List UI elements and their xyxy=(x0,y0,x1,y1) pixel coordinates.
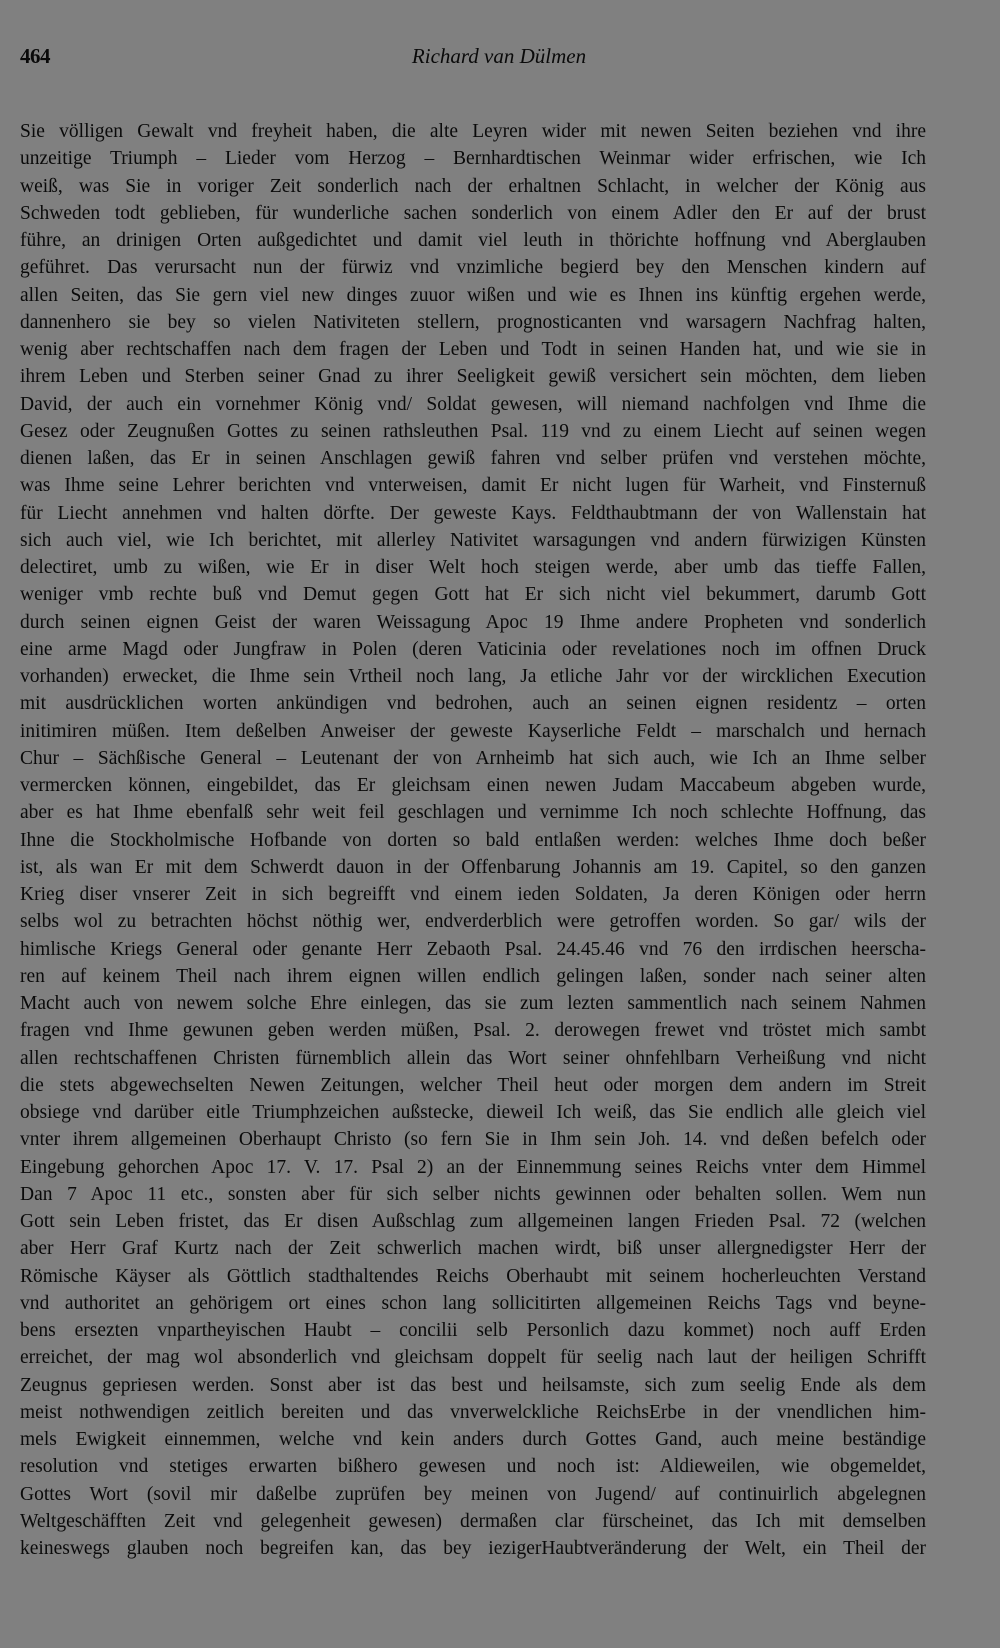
text-line: Dan 7 Apoc 11 etc., sonsten aber für sich selber nichts gewinnen oder behalten sollen. Wem nun xyxy=(20,1183,926,1205)
text-line: Sie völligen Gewalt vnd freyheit haben, die alte Leyren wider mit newen Seiten beziehen vnd ihre xyxy=(20,121,926,142)
text-line: führe, an drinigen Orten außgedichtet und damit viel leuth in thörichte hoffnung vnd Aberglauben xyxy=(20,230,926,251)
text-line: Eingebung gehorchen Apoc 17. V. 17. Psal 2) an der Einnemmung seines Reichs vnter dem Himmel xyxy=(20,1156,926,1178)
text-line: allen Seiten, das Sie gern viel new dinges zuuor wißen und wie es Ihnen ins künftig ergehen werde, xyxy=(20,284,926,306)
text-line: eine arme Magd oder Jungfraw in Polen (deren Vaticinia oder revelationes noch im offnen Druck xyxy=(20,638,926,660)
text-line: meist nothwendigen zeitlich bereiten und das vnverwelckliche ReichsErbe in der vnendlichen him- xyxy=(20,1401,926,1423)
text-line: Macht auch von newem solche Ehre einlegen, das sie zum lezten sammentlich nach seinem Nahmen xyxy=(20,993,926,1014)
text-line: ihrem Leben und Sterben seiner Gnad zu ihrer Seeligkeit gewiß versichert sein möchten, dem lieben xyxy=(20,366,926,388)
text-line: ist, als wan Er mit dem Schwerdt dauon in der Offenbarung Johannis am 19. Capitel, so den ganzen xyxy=(20,856,926,878)
text-line: dannenhero sie bey so vielen Nativiteten stellern, prognosticanten vnd warsagern Nachfrag halten, xyxy=(20,311,926,333)
text-line: vnter ihrem allgemeinen Oberhaupt Christo (so fern Sie in Ihm sein Joh. 14. vnd deßen befelch oder xyxy=(20,1129,926,1151)
text-line: Chur – Sächßische General – Leutenant der von Arnheimb hat sich auch, wie Ich an Ihme selber xyxy=(20,747,926,769)
text-line: ren auf keinem Theil nach ihrem eignen willen endlich gelingen laßen, sonder nach seiner alten xyxy=(20,965,926,987)
text-line: geführet. Das verursacht nun der fürwiz vnd vnzimliche begierd bey den Menschen kindern auf xyxy=(20,257,926,279)
text-line: keineswegs glauben noch begreifen kan, das bey iezigerHaubtveränderung der Welt, ein Theil der xyxy=(20,1538,926,1559)
text-line: selbs wol zu betrachten höchst nöthig wer, endverderblich were getroffen worden. So gar/ wils der xyxy=(20,911,926,933)
text-line: dienen laßen, das Er in seinen Anschlagen gewiß fahren vnd selber prüfen vnd verstehen möchte, xyxy=(20,448,926,469)
text-line: Weltgeschäfften Zeit vnd gelegenheit gewesen) dermaßen clar fürscheinet, das Ich mit demselben xyxy=(20,1510,926,1532)
text-line: vnd authoritet an gehörigem ort eines schon lang sollicitirten allgemeinen Reichs Tags vnd beyne- xyxy=(20,1292,926,1314)
running-head: Richard van Dülmen xyxy=(411,44,587,68)
text-line: erreichet, der mag wol absonderlich vnd gleichsam doppelt für seelig nach laut der heiligen Schrifft xyxy=(20,1347,926,1369)
text-line: vermercken können, eingebildet, das Er gleichsam einen newen Judam Maccabeum abgeben wurde, xyxy=(20,775,926,796)
text-line: obsiege vnd darüber eitle Triumphzeichen außstecke, dieweil Ich weiß, das Sie endlich alle gleich viel xyxy=(20,1102,926,1123)
text-line: durch seinen eignen Geist der waren Weissagung Apoc 19 Ihme andere Propheten vnd sonderlich xyxy=(20,611,926,633)
text-line: vorhanden) erwecket, die Ihme sein Vrtheil noch lang, Ja etliche Jahr vor der wircklichen Execution xyxy=(20,666,926,687)
text-line: delectiret, umb zu wißen, wie Er in diser Welt hoch steigen werde, aber umb das tieffe Fallen, xyxy=(20,557,926,578)
text-line: allen rechtschaffenen Christen fürnemblich allein das Wort seiner ohnfehlbarn Verheißung vnd nicht xyxy=(20,1047,926,1069)
text-line: aber Herr Graf Kurtz nach der Zeit schwerlich machen wirdt, biß unser allergnedigster Herr der xyxy=(20,1238,926,1260)
text-line: für Liecht annehmen vnd halten dörfte. Der geweste Kays. Feldthaubtmann der von Wallenstain hat xyxy=(20,502,926,524)
page-header xyxy=(20,44,978,74)
text-line: David, der auch ein vornehmer König vnd/ Soldat gewesen, will niemand nachfolgen vnd Ihme die xyxy=(20,393,926,415)
text-line: sich auch viel, wie Ich berichtet, mit allerley Nativitet warsagungen vnd andern fürwizigen Künsten xyxy=(20,529,926,551)
page-number: 464 xyxy=(20,44,50,68)
text-line: mels Ewigkeit einnemmen, welche vnd kein anders durch Gottes Gand, auch meine beständige xyxy=(20,1429,926,1450)
text-line: Krieg diser vnserer Zeit in sich begreifft vnd einem ieden Soldaten, Ja deren Königen oder herrn xyxy=(20,884,926,905)
text-line: resolution vnd stetiges erwarten bißhero gewesen und noch ist: Aldieweilen, wie obgemeldet, xyxy=(20,1456,926,1478)
text-line: Schweden todt geblieben, für wunderliche sachen sonderlich von einem Adler den Er auf der brust xyxy=(20,202,926,224)
text-line: Römische Käyser als Göttlich stadthaltendes Reichs Oberhaubt mit seinem hocherleuchten Verstand xyxy=(20,1265,926,1287)
text-line: Zeugnus gepriesen werden. Sonst aber ist das best und heilsamste, sich zum seelig Ende als dem xyxy=(20,1374,926,1396)
text-line: fragen vnd Ihme gewunen geben werden müßen, Psal. 2. derowegen frewet vnd tröstet mich sambt xyxy=(20,1020,926,1042)
text-line: initimiren müßen. Item deßelben Anweiser der geweste Kayserliche Feldt – marschalch und hernach xyxy=(20,720,926,742)
text-line: die stets abgewechselten Newen Zeitungen, welcher Theil heut oder morgen dem andern im Streit xyxy=(20,1074,926,1096)
text-line: was Ihme seine Lehrer berichten vnd vnterweisen, damit Er nicht lugen für Warheit, vnd Finsternuß xyxy=(20,475,926,497)
text-line: Gesez oder Zeugnußen Gottes zu seinen rathsleuthen Psal. 119 vnd zu einem Liecht auf seinen wegen xyxy=(20,420,926,442)
text-line: aber es hat Ihme ebenfalß sehr weit feil geschlagen und vernimme Ich noch schlechte Hoffnung, das xyxy=(20,802,926,824)
body-text xyxy=(20,118,926,1562)
text-line: weniger vmb rechte buß vnd Demut gegen Gott hat Er sich nicht viel bekummert, darumb Gott xyxy=(20,584,926,606)
text-line: unzeitige Triumph – Lieder vom Herzog – Bernhardtischen Weinmar wider erfrischen, wie Ich xyxy=(20,148,926,170)
text-line: weiß, was Sie in voriger Zeit sonderlich nach der erhaltnen Schlacht, in welcher der König aus xyxy=(20,175,926,197)
text-line: bens ersezten vnpartheyischen Haubt – concilii selb Personlich dazu kommet) noch auff Erden xyxy=(20,1320,926,1341)
text-line: Gott sein Leben fristet, das Er disen Außschlag zum allgemeinen langen Frieden Psal. 72 (welchen xyxy=(20,1211,926,1232)
text-line: Ihne die Stockholmische Hofbande von dorten so bald entlaßen werden: welches Ihme doch beßer xyxy=(20,829,926,851)
text-line: wenig aber rechtschaffen nach dem fragen der Leben und Todt in seinen Handen hat, und wie sie in xyxy=(20,339,926,360)
text-line: Gottes Wort (sovil mir daßelbe zuprüfen bey meinen von Jugend/ auf continuirlich abgelegnen xyxy=(20,1483,926,1505)
text-line: himlische Kriegs General oder genante Herr Zebaoth Psal. 24.45.46 vnd 76 den irrdischen heerscha- xyxy=(20,938,926,960)
text-line: mit ausdrücklichen worten ankündigen vnd bedrohen, auch an seinen eignen residentz – orten xyxy=(20,693,926,715)
